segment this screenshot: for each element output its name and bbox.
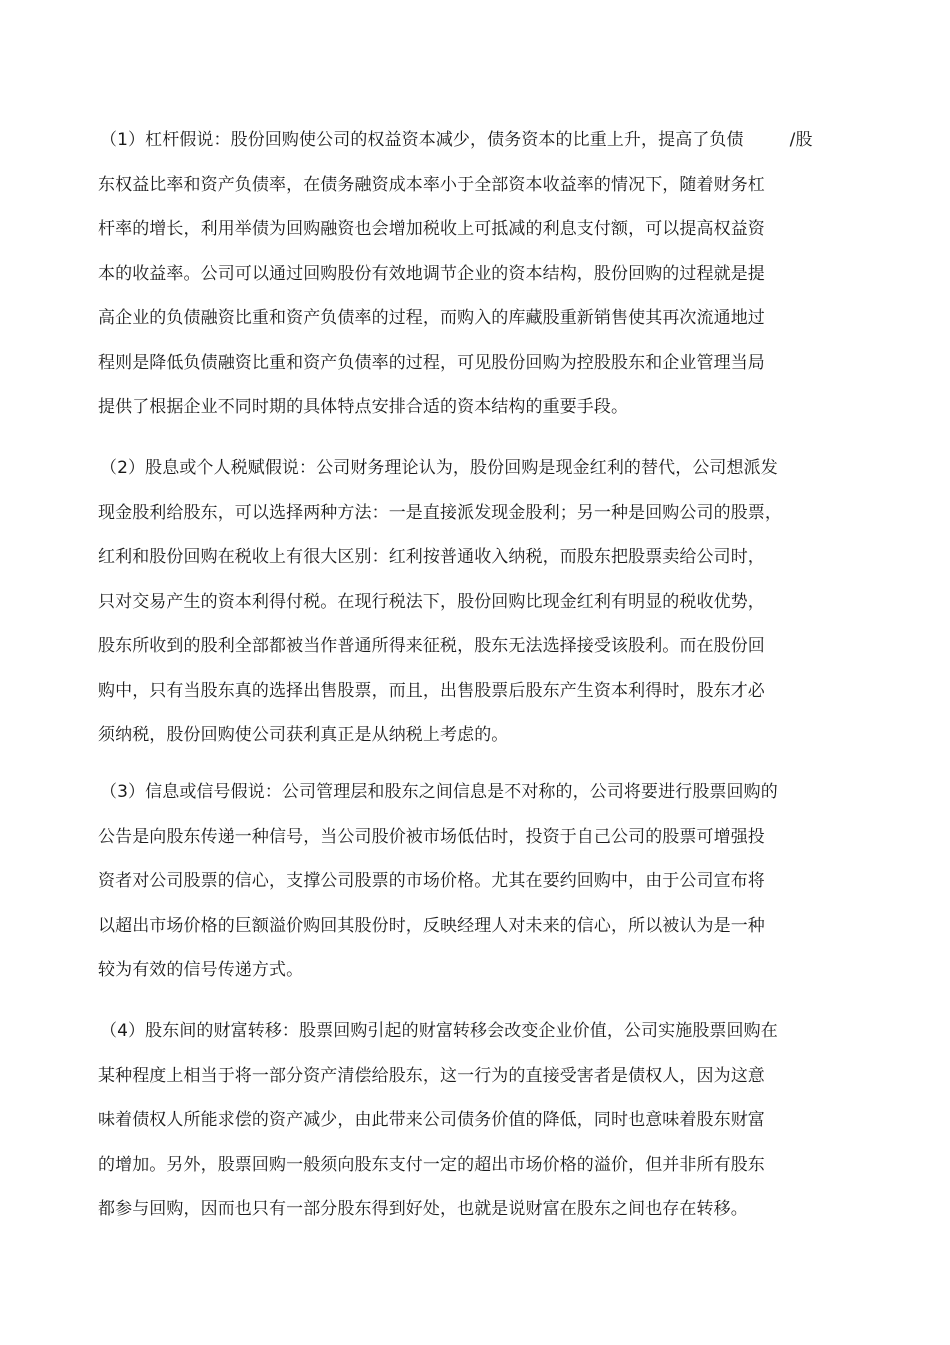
text-line: 须纳税，股份回购使公司获利真正是从纳税上考虑的。	[98, 725, 509, 745]
text-line: 的增加。另外，股票回购一般须向股东支付一定的超出市场价格的溢价，但并非所有股东	[98, 1154, 765, 1175]
text-line: 高企业的负债融资比重和资产负债率的过程，而购入的库藏股重新销售使其再次流通地过	[98, 308, 765, 328]
text-line: 以超出市场价格的巨额溢价购回其股份时，反映经理人对未来的信心，所以被认为是一种	[98, 915, 765, 936]
text-line: 较为有效的信号传递方式。	[98, 960, 304, 980]
text-line: 某种程度上相当于将一部分资产清偿给股东，这一行为的直接受害者是债权人，因为这意	[98, 1065, 765, 1086]
text-line: 股东所收到的股利全部都被当作普通所得来征税，股东无法选择接受该股利。而在股份回	[98, 636, 765, 656]
text-line: 味着债权人所能求偿的资产减少，由此带来公司债务价值的降低，同时也意味着股东财富	[98, 1110, 765, 1130]
paragraph-wealth-transfer	[98, 1017, 858, 1240]
text-line	[100, 126, 858, 171]
text-line: 杆率的增长，利用举债为回购融资也会增加税收上可抵减的利息支付额，可以提高权益资	[98, 219, 765, 239]
text-line: 程则是降低负债融资比重和资产负债率的过程，可见股份回购为控股股东和企业管理当局	[98, 352, 765, 373]
text-line: 现金股利给股东，可以选择两种方法：一是直接派发现金股利；另一种是回购公司的股票，	[98, 502, 782, 523]
text-line-main: （1）杠杆假说：股份回购使公司的权益资本减少，债务资本的比重上升，提高了负债	[100, 130, 744, 150]
text-line: （2）股息或个人税赋假说：公司财务理论认为，股份回购是现金红利的替代，公司想派发	[100, 458, 778, 478]
text-line: 提供了根据企业不同时期的具体特点安排合适的资本结构的重要手段。	[98, 397, 629, 417]
text-line: 公告是向股东传递一种信号，当公司股价被市场低估时，投资于自己公司的股票可增强投	[98, 826, 765, 847]
text-line: 只对交易产生的资本利得付税。在现行税法下，股份回购比现金红利有明显的税收优势，	[98, 591, 765, 612]
paragraph-leverage-hypothesis	[98, 126, 858, 438]
text-line: 东权益比率和资产负债率，在债务融资成本率小于全部资本收益率的情况下，随着财务杠	[98, 174, 765, 195]
paragraph-tax-hypothesis	[98, 454, 858, 766]
paragraph-signal-hypothesis	[98, 778, 858, 1001]
text-line: 本的收益率。公司可以通过回购股份有效地调节企业的资本结构，股份回购的过程就是提	[98, 263, 765, 284]
text-line: （4）股东间的财富转移：股票回购引起的财富转移会改变企业价值，公司实施股票回购在	[100, 1021, 778, 1041]
text-line: 红利和股份回购在税收上有很大区别：红利按普通收入纳税，而股东把股票卖给公司时，	[98, 547, 765, 567]
text-line: 都参与回购，因而也只有一部分股东得到好处，也就是说财富在股东之间也存在转移。	[98, 1199, 748, 1219]
text-line: 资者对公司股票的信心，支撑公司股票的市场价格。尤其在要约回购中，由于公司宣布将	[98, 871, 765, 891]
text-line: （3）信息或信号假说：公司管理层和股东之间信息是不对称的，公司将要进行股票回购的	[100, 782, 778, 802]
text-line-tail: /股	[789, 130, 813, 150]
text-line: 购中，只有当股东真的选择出售股票，而且，出售股票后股东产生资本利得时，股东才必	[98, 680, 765, 701]
